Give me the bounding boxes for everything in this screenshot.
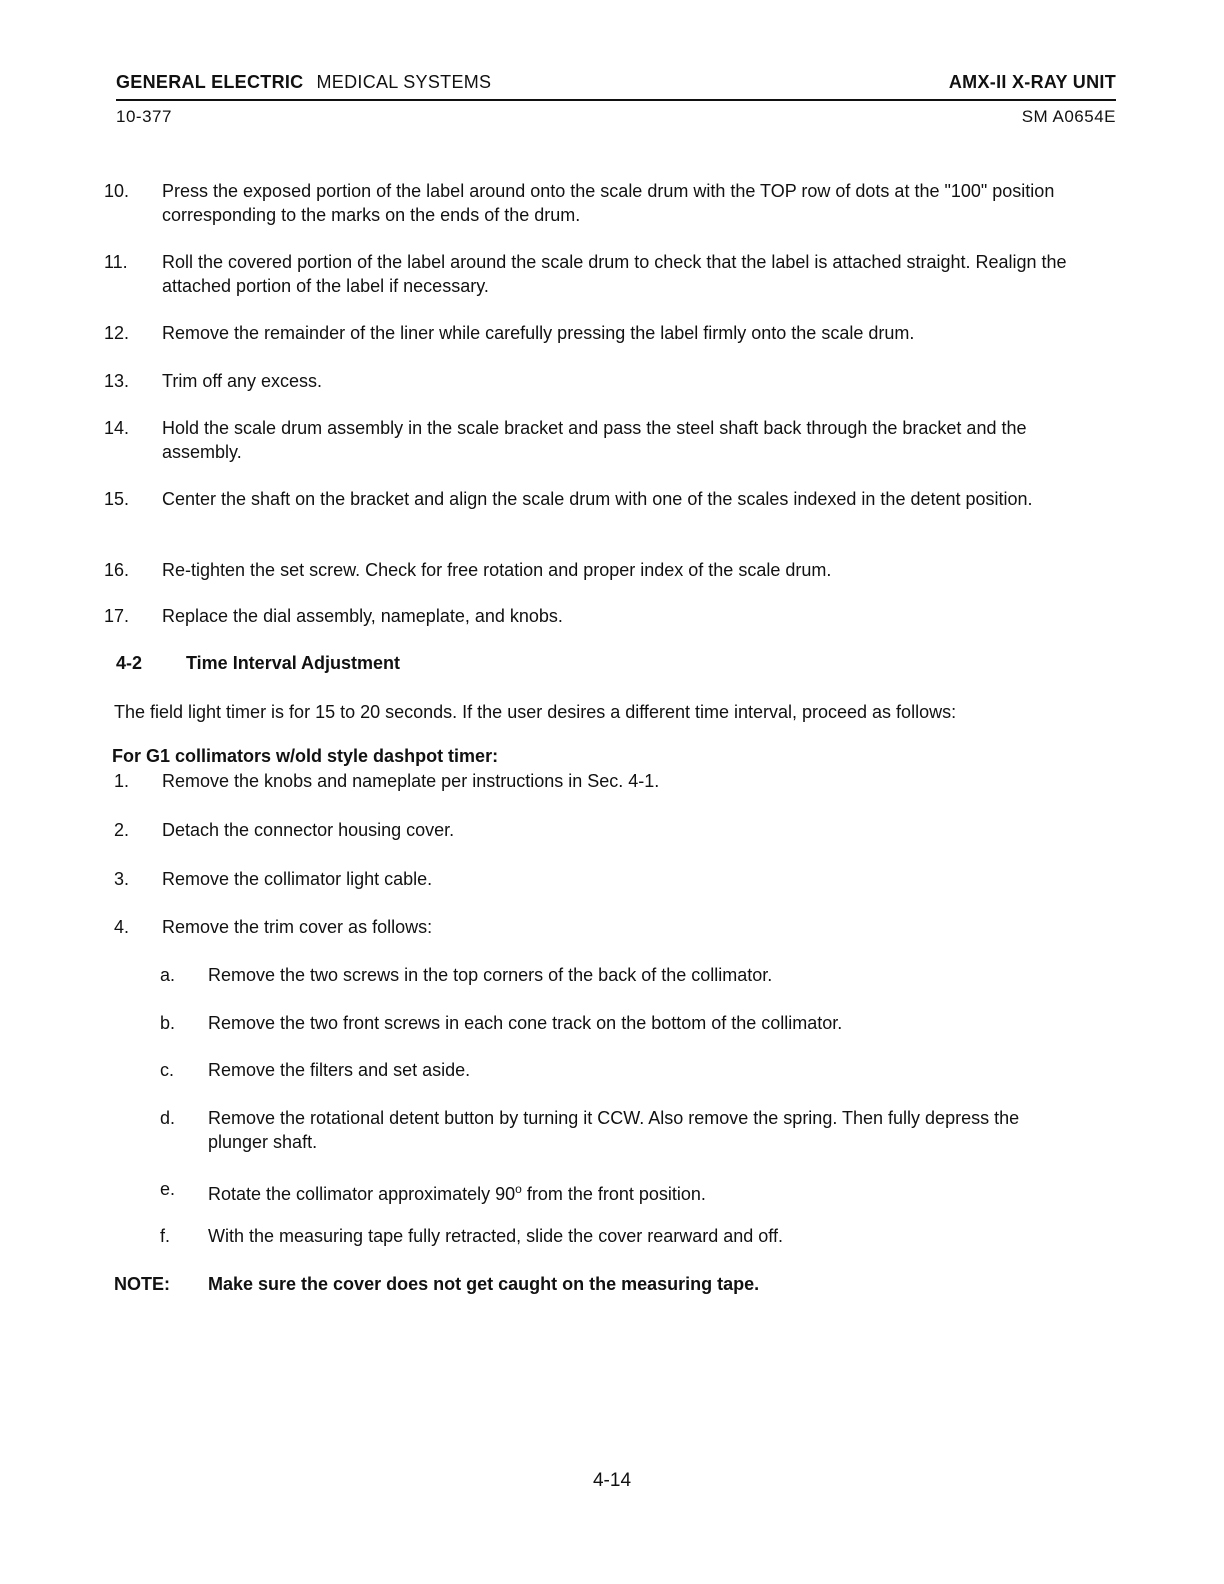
- step-text: Re-tighten the set screw. Check for free rotation and proper index of the scale drum.: [162, 560, 832, 580]
- note: [114, 1274, 759, 1295]
- sub-step-2: [114, 818, 1104, 842]
- sub-step-4: [114, 915, 1104, 939]
- division-name: MEDICAL SYSTEMS: [316, 72, 492, 92]
- step-letter: d.: [160, 1108, 176, 1128]
- step-text: Center the shaft on the bracket and align the scale drum with one of the scales indexed in the detent position.: [162, 489, 1033, 509]
- step-text: Remove the two screws in the top corners of the back of the collimator.: [208, 965, 773, 985]
- step-letter: e.: [160, 1179, 176, 1199]
- step-16: [104, 558, 1104, 582]
- step-text: Remove the trim cover as follows:: [162, 917, 433, 937]
- step-number: 15.: [104, 489, 130, 509]
- step-text: Remove the two front screws in each cone track on the bottom of the collimator.: [208, 1013, 843, 1033]
- step-number: 1.: [114, 771, 130, 791]
- step-11: [104, 250, 1104, 298]
- doc-number: 10-377: [116, 107, 172, 126]
- step-number: 13.: [104, 371, 130, 391]
- step-text: Remove the filters and set aside.: [208, 1060, 471, 1080]
- sub-step-4d: [160, 1106, 1060, 1154]
- intro-paragraph: The field light timer is for 15 to 20 seconds. If the user desires a different time interval, proceed as follows:: [114, 702, 957, 722]
- step-text: Replace the dial assembly, nameplate, and knobs.: [162, 606, 563, 626]
- step-number: 4.: [114, 917, 130, 937]
- step-text: Roll the covered portion of the label around the scale drum to check that the label is attached straight. Realign the attached portion of the label if necessary.: [162, 252, 1067, 296]
- step-12: [104, 321, 1104, 345]
- step-17: [104, 604, 1104, 628]
- sub-step-4a: [160, 963, 1060, 987]
- step-text: [208, 1177, 706, 1206]
- step-number: 14.: [104, 418, 130, 438]
- page-header: [116, 72, 1116, 127]
- unit-name: AMX-II X-RAY UNIT: [948, 72, 1116, 92]
- step-text-before: Rotate the collimator approximately 90: [208, 1184, 516, 1204]
- step-15: [104, 487, 1104, 511]
- sub-step-3: [114, 867, 1104, 891]
- step-number: 17.: [104, 606, 130, 626]
- step-text: Detach the connector housing cover.: [162, 820, 455, 840]
- section-heading: [116, 653, 400, 674]
- degree-superscript: o: [515, 1182, 522, 1196]
- step-number: 3.: [114, 869, 130, 889]
- step-text: Hold the scale drum assembly in the scale bracket and pass the steel shaft back through the bracket and the assembly.: [162, 418, 1027, 462]
- step-text: Remove the remainder of the liner while carefully pressing the label firmly onto the scale drum.: [162, 323, 915, 343]
- step-14: [104, 416, 1104, 464]
- step-10: [104, 179, 1104, 227]
- note-text: Make sure the cover does not get caught on the measuring tape.: [208, 1274, 760, 1294]
- section-number: 4-2: [116, 653, 143, 673]
- step-text: Trim off any excess.: [162, 371, 323, 391]
- sub-step-4e: [160, 1177, 1060, 1206]
- step-number: 12.: [104, 323, 130, 343]
- step-number: 11.: [104, 252, 128, 272]
- step-letter: c.: [160, 1060, 175, 1080]
- step-13: [104, 369, 1104, 393]
- manual-number: SM A0654E: [1021, 107, 1116, 126]
- step-letter: a.: [160, 965, 176, 985]
- header-rule: [116, 99, 1116, 101]
- step-text: Remove the collimator light cable.: [162, 869, 433, 889]
- sub-step-4f: [160, 1224, 1060, 1248]
- sub-step-4b: [160, 1011, 1060, 1035]
- subheading: For G1 collimators w/old style dashpot timer:: [112, 746, 499, 766]
- page-number: 4-14: [592, 1470, 632, 1491]
- company-name: GENERAL ELECTRIC: [116, 72, 304, 92]
- note-label: NOTE:: [114, 1274, 170, 1294]
- step-number: 2.: [114, 820, 130, 840]
- step-number: 16.: [104, 560, 130, 580]
- step-text: Press the exposed portion of the label around onto the scale drum with the TOP row of dots at the "100" position corresponding to the marks on the ends of the drum.: [162, 181, 1055, 225]
- step-number: 10.: [104, 181, 130, 201]
- step-letter: b.: [160, 1013, 176, 1033]
- sub-step-1: [114, 769, 1104, 793]
- step-text: Remove the rotational detent button by turning it CCW. Also remove the spring. Then fully depress the plunger shaft.: [208, 1108, 1020, 1152]
- step-text-after: from the front position.: [521, 1184, 706, 1204]
- sub-step-4c: [160, 1058, 1060, 1082]
- section-title: Time Interval Adjustment: [186, 653, 401, 673]
- step-text: Remove the knobs and nameplate per instructions in Sec. 4-1.: [162, 771, 660, 791]
- step-letter: f.: [160, 1226, 171, 1246]
- step-text: With the measuring tape fully retracted, slide the cover rearward and off.: [208, 1226, 783, 1246]
